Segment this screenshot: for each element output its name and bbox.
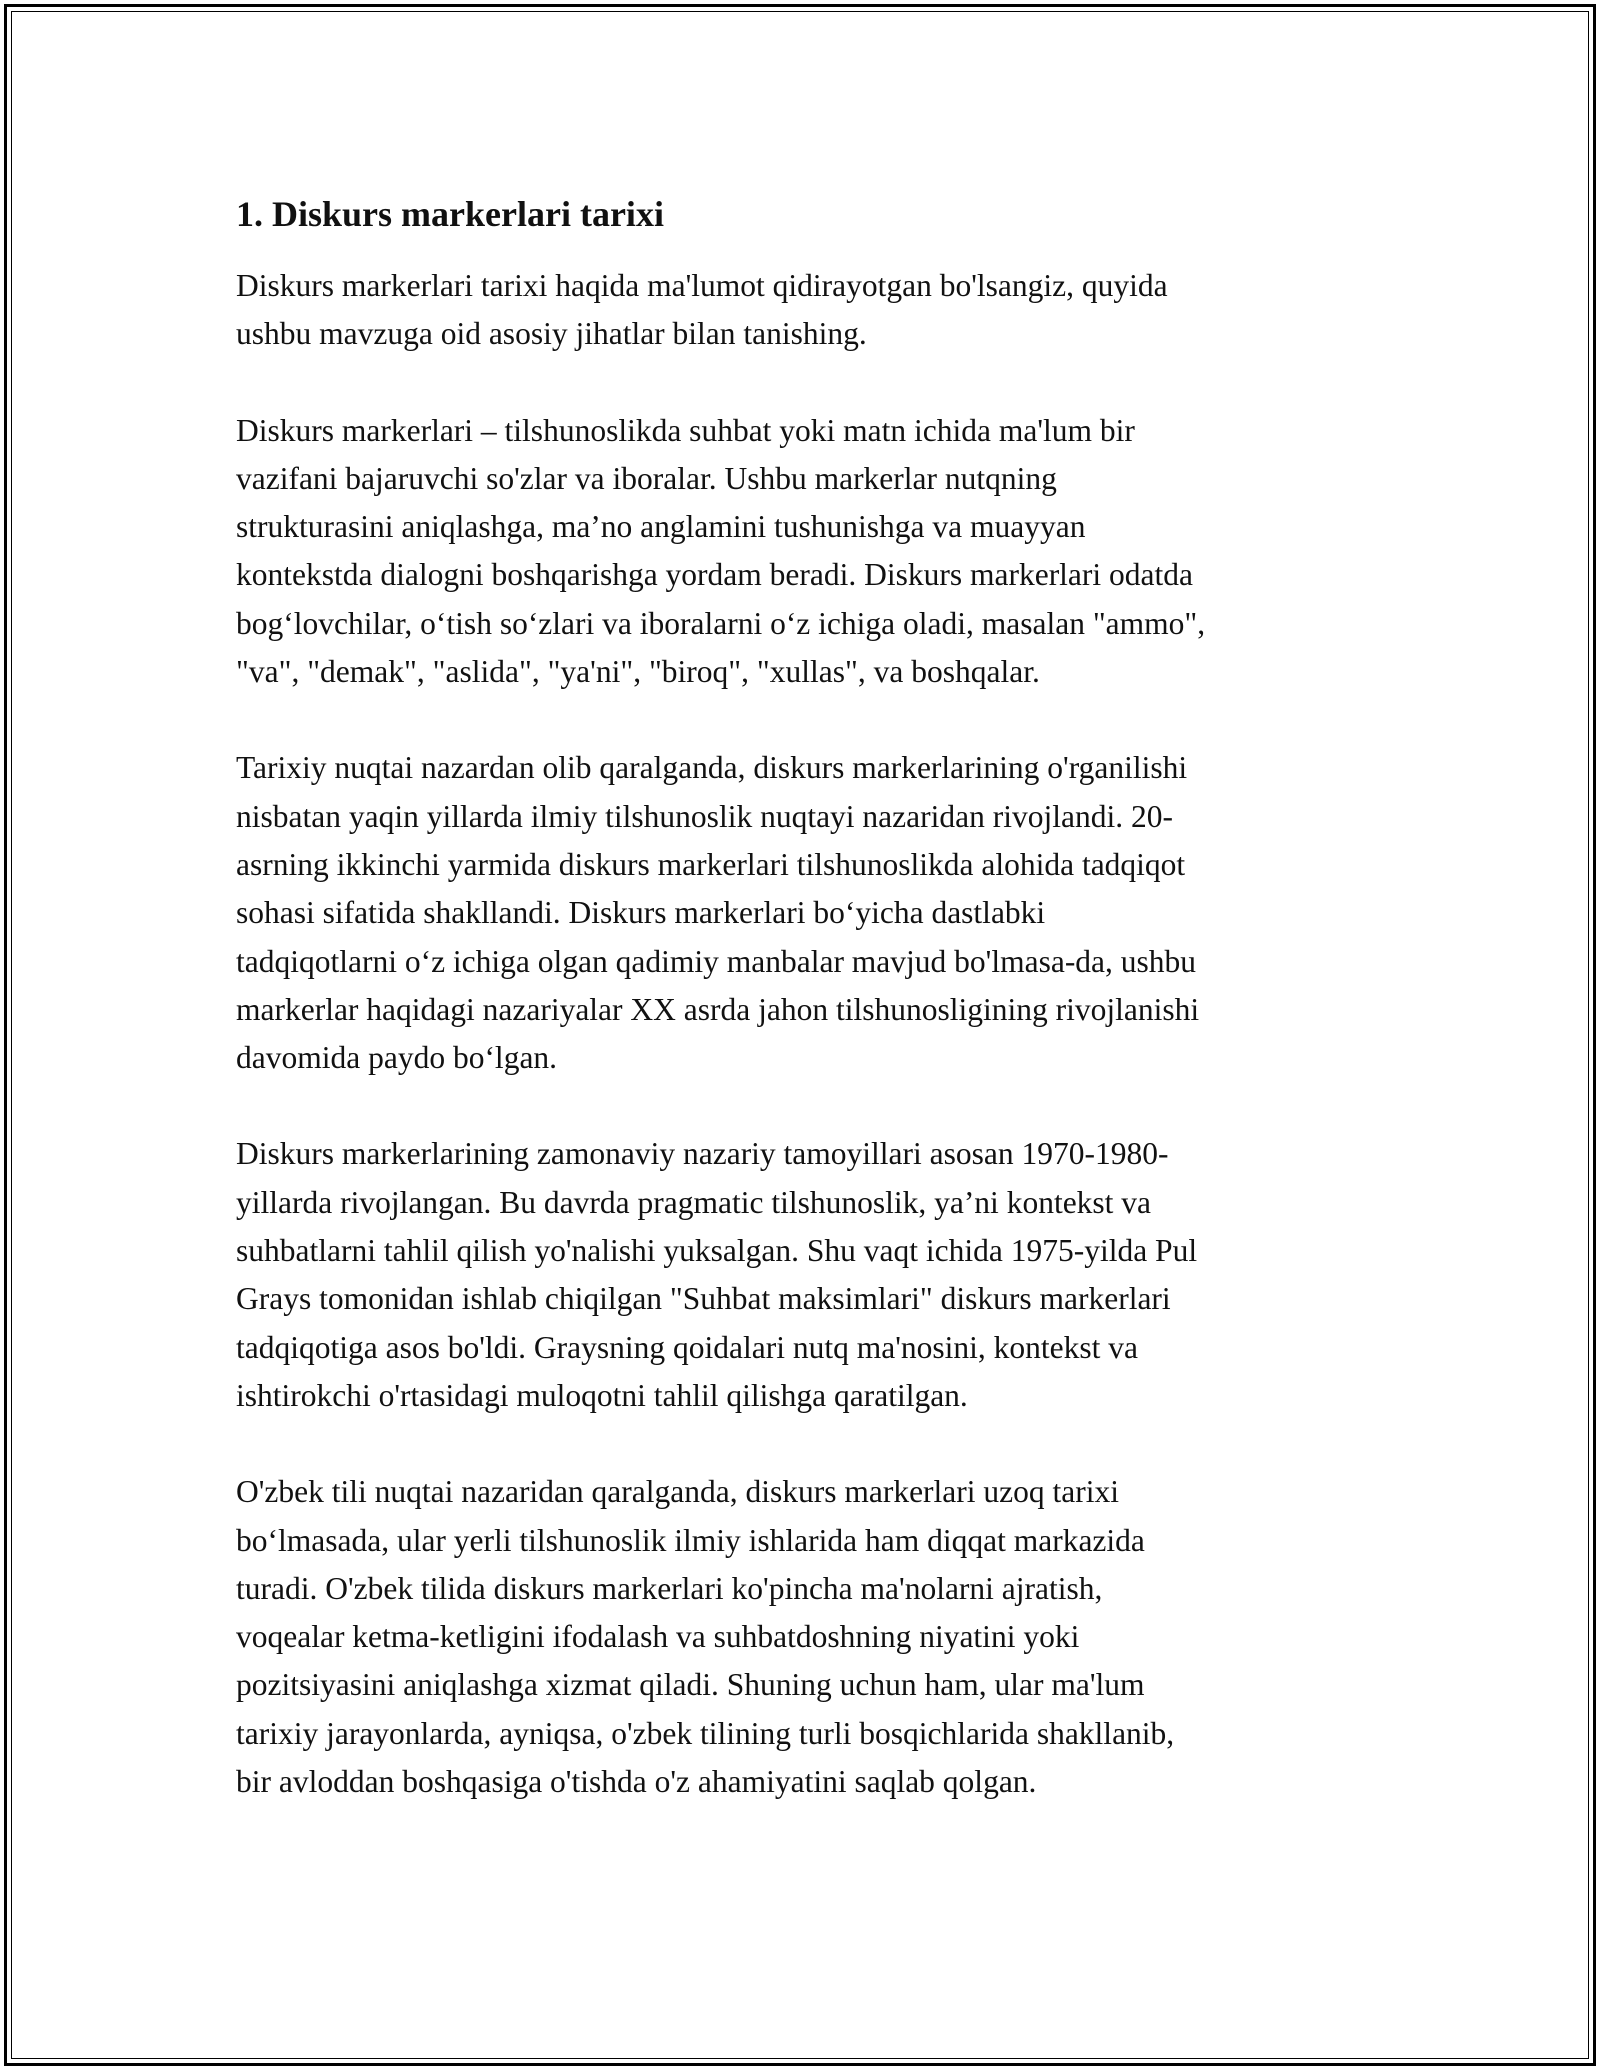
text-line: nisbatan yaqin yillarda ilmiy tilshunoslik nuqtayi nazaridan rivojlandi. 20- [236, 798, 1173, 834]
text-line: asrning ikkinchi yarmida diskurs markerlari tilshunoslikda alohida tadqiqot [236, 846, 1186, 882]
text-line: Grays tomonidan ishlab chiqilgan "Suhbat maksimlari" diskurs markerlari [236, 1281, 1171, 1317]
text-line: "va", "demak", "aslida", "ya'ni", "biroq", "xullas", va boshqalar. [236, 654, 1040, 690]
text-line: bog‘lovchilar, o‘tish so‘zlari va iboralarni o‘z ichiga oladi, masalan "ammo", [236, 605, 1206, 641]
text-line: tadqiqotiga asos bo'ldi. Graysning qoidalari nutq ma'nosini, kontekst va [236, 1329, 1138, 1365]
text-line: ushbu mavzuga oid asosiy jihatlar bilan tanishing. [236, 316, 867, 352]
text-line: voqealar ketma-ketligini ifodalash va suhbatdoshning niyatini yoki [236, 1619, 1080, 1655]
text-line: tadqiqotlarni o‘z ichiga olgan qadimiy manbalar mavjud bo'lmasa-da, ushbu [236, 943, 1197, 979]
text-line: yillarda rivojlangan. Bu davrda pragmatic tilshunoslik, ya’ni kontekst va [236, 1184, 1152, 1220]
text-line: O'zbek tili nuqtai nazaridan qaralganda, diskurs markerlari uzoq tarixi [236, 1474, 1119, 1510]
text-line: markerlar haqidagi nazariyalar XX asrda jahon tilshunosligining rivojlanishi [236, 991, 1200, 1027]
text-line: Tarixiy nuqtai nazardan olib qaralganda, diskurs markerlarining o'rganilishi [236, 750, 1188, 786]
text-line: davomida paydo bo‘lgan. [236, 1040, 558, 1076]
document-body [236, 188, 1376, 1854]
text-line: turadi. O'zbek tilida diskurs markerlari ko'pincha ma'nolarni ajratish, [236, 1570, 1103, 1606]
paragraph-modern-theory [236, 1130, 1376, 1420]
paragraph-intro [236, 262, 1376, 359]
text-line: tarixiy jarayonlarda, ayniqsa, o'zbek tilining turli bosqichlarida shakllanib, [236, 1715, 1175, 1751]
paragraph-definition [236, 407, 1376, 697]
text-line: suhbatlarni tahlil qilish yo'nalishi yuksalgan. Shu vaqt ichida 1975-yilda Pul [236, 1233, 1198, 1269]
paragraph-uzbek [236, 1468, 1376, 1806]
text-line: ishtirokchi o'rtasidagi muloqotni tahlil qilishga qaratilgan. [236, 1377, 968, 1413]
text-line: vazifani bajaruvchi so'zlar va iboralar. Ushbu markerlar nutqning [236, 460, 1057, 496]
text-line: Diskurs markerlari tarixi haqida ma'lumot qidirayotgan bo'lsangiz, quyida [236, 268, 1168, 303]
text-line: Diskurs markerlarining zamonaviy nazariy tamoyillari asosan 1970-1980- [236, 1136, 1169, 1172]
paragraph-history [236, 744, 1376, 1082]
text-line: bir avloddan boshqasiga o'tishda o'z ahamiyatini saqlab qolgan. [236, 1764, 1037, 1800]
text-line: sohasi sifatida shakllandi. Diskurs markerlari bo‘yicha dastlabki [236, 895, 1046, 931]
text-line: pozitsiyasini aniqlashga xizmat qiladi. Shuning uchun ham, ular ma'lum [236, 1667, 1145, 1703]
text-line: strukturasini aniqlashga, ma’no anglamini tushunishga va muayyan [236, 509, 1086, 545]
text-line: kontekstda dialogni boshqarishga yordam beradi. Diskurs markerlari odatda [236, 557, 1193, 593]
text-line: bo‘lmasada, ular yerli tilshunoslik ilmiy ishlarida ham diqqat markazida [236, 1522, 1145, 1558]
section-heading: 1. Diskurs markerlari tarixi [236, 194, 664, 234]
text-line: Diskurs markerlari – tilshunoslikda suhbat yoki matn ichida ma'lum bir [236, 412, 1135, 448]
